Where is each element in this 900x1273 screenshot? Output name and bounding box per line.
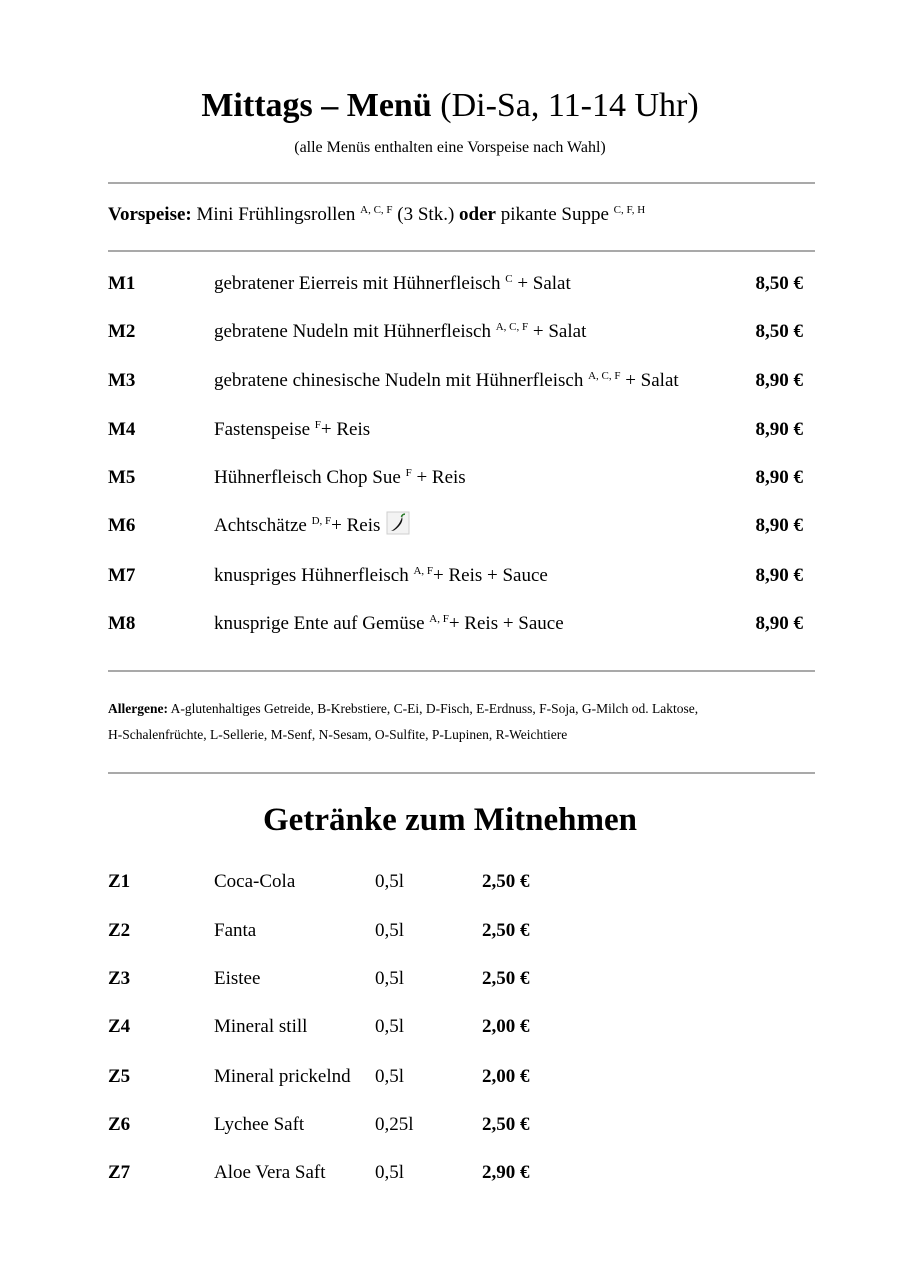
menu-extra: + Reis — [320, 419, 371, 440]
menu-allergens: A, F — [429, 613, 449, 625]
menu-code: M8 — [108, 613, 136, 634]
drink-name: Mineral still — [214, 1016, 308, 1037]
drink-item — [0, 867, 900, 897]
drink-price: 2,00 € — [482, 1016, 530, 1037]
drink-code: Z3 — [108, 968, 131, 989]
divider-after-starter — [108, 250, 815, 252]
menu-price: 8,90 € — [755, 515, 803, 536]
menu-dish: knuspriges Hühnerfleisch — [214, 565, 409, 586]
drink-code: Z1 — [108, 871, 131, 892]
drink-price: 2,50 € — [482, 968, 530, 989]
chili-icon — [386, 511, 410, 535]
menu-dish: gebratene chinesische Nudeln mit Hühnerfleisch — [214, 370, 584, 391]
menu-price: 8,90 € — [755, 419, 803, 440]
menu-code: M3 — [108, 370, 136, 391]
page-subtitle: (alle Menüs enthalten eine Vorspeise nach Wahl) — [294, 139, 606, 156]
menu-dish: Achtschätze — [214, 515, 307, 536]
drink-code: Z6 — [108, 1114, 131, 1135]
starter-label: Vorspeise: — [108, 204, 192, 225]
drink-item — [0, 1110, 900, 1140]
starter-option-1-allergens: A, C, F — [360, 204, 393, 216]
menu-title-block — [0, 84, 900, 128]
drink-name: Lychee Saft — [214, 1114, 305, 1135]
menu-price: 8,50 € — [755, 273, 803, 294]
menu-description — [214, 269, 571, 299]
menu-code: M1 — [108, 273, 136, 294]
menu-allergens: A, F — [413, 565, 434, 577]
divider-before-drinks — [108, 772, 815, 774]
drink-code: Z2 — [108, 920, 131, 941]
menu-item — [0, 415, 900, 445]
drink-volume: 0,5l — [375, 1016, 405, 1037]
menu-item — [0, 561, 900, 591]
drink-name: Coca-Cola — [214, 871, 296, 892]
drink-name: Eistee — [214, 968, 261, 989]
menu-code: M5 — [108, 467, 136, 488]
drink-volume: 0,5l — [375, 920, 405, 941]
menu-extra: + Reis — [416, 467, 466, 488]
menu-code: M6 — [108, 515, 136, 536]
menu-extra: + Salat — [517, 273, 571, 294]
menu-allergens: C — [505, 273, 513, 285]
divider-top — [108, 182, 815, 184]
drink-name: Aloe Vera Saft — [214, 1162, 326, 1183]
allergen-line-1 — [108, 696, 808, 722]
menu-dish: gebratene Nudeln mit Hühnerfleisch — [214, 321, 491, 342]
menu-extra: + Salat — [532, 321, 587, 342]
menu-price: 8,90 € — [755, 370, 803, 391]
drink-code: Z4 — [108, 1016, 131, 1037]
drink-volume: 0,5l — [375, 1162, 405, 1183]
menu-dish: Hühnerfleisch Chop Sue — [214, 467, 401, 488]
starter-option-1-qty: (3 Stk.) — [397, 204, 455, 225]
starter-option-2: pikante Suppe — [500, 204, 609, 225]
drink-item — [0, 916, 900, 946]
menu-price: 8,90 € — [755, 467, 803, 488]
drink-price: 2,50 € — [482, 1114, 530, 1135]
starter-line — [108, 202, 645, 228]
menu-item — [0, 366, 900, 396]
page-title-hours: (Di-Sa, 11-14 Uhr) — [440, 87, 699, 124]
menu-extra: + Reis — [331, 515, 381, 536]
drink-item — [0, 1158, 900, 1188]
drink-price: 2,50 € — [482, 920, 530, 941]
drink-price: 2,90 € — [482, 1162, 530, 1183]
menu-description — [214, 609, 564, 639]
drink-volume: 0,5l — [375, 871, 405, 892]
menu-allergens: D, F — [311, 515, 332, 527]
menu-extra: + Salat — [625, 370, 679, 391]
allergen-label: Allergene: — [108, 701, 168, 716]
menu-description — [214, 561, 548, 591]
menu-description — [214, 415, 370, 445]
starter-option-2-allergens: C, F, H — [613, 204, 646, 216]
drink-item — [0, 1012, 900, 1042]
drink-volume: 0,5l — [375, 968, 405, 989]
menu-dish: Fastenspeise — [214, 419, 311, 440]
starter-option-1: Mini Frühlingsrollen — [196, 204, 356, 225]
menu-code: M7 — [108, 565, 136, 586]
menu-item — [0, 511, 900, 541]
allergen-legend — [108, 696, 808, 748]
menu-price: 8,50 € — [755, 321, 803, 342]
drink-code: Z5 — [108, 1066, 131, 1087]
menu-price: 8,90 € — [755, 565, 803, 586]
divider-after-menu — [108, 670, 815, 672]
menu-description — [214, 366, 679, 396]
drinks-title: Getränke zum Mitnehmen — [263, 802, 637, 838]
drink-price: 2,50 € — [482, 871, 530, 892]
menu-price: 8,90 € — [755, 613, 803, 634]
menu-dish: knusprige Ente auf Gemüse — [214, 613, 425, 634]
menu-description — [214, 511, 410, 541]
menu-item — [0, 269, 900, 299]
menu-item — [0, 609, 900, 639]
menu-extra: + Reis + Sauce — [448, 613, 564, 634]
drink-name: Mineral prickelnd — [214, 1066, 351, 1087]
menu-description — [214, 317, 586, 347]
drink-volume: 0,5l — [375, 1066, 405, 1087]
menu-allergens: A, C, F — [588, 370, 621, 382]
allergen-text-1: A-glutenhaltiges Getreide, B-Krebstiere, C-Ei, D-Fisch, E-Erdnuss, F-Soja, G-Milch od. Laktose, — [170, 701, 699, 716]
page-title — [0, 84, 900, 128]
menu-extra: + Reis + Sauce — [433, 565, 548, 586]
menu-allergens: A, C, F — [495, 321, 529, 333]
menu-dish: gebratener Eierreis mit Hühnerfleisch — [214, 273, 501, 294]
drink-volume: 0,25l — [375, 1114, 414, 1135]
menu-code: M4 — [108, 419, 136, 440]
menu-description — [214, 463, 466, 493]
menu-item — [0, 463, 900, 493]
allergen-line-2: H-Schalenfrüchte, L-Sellerie, M-Senf, N-Sesam, O-Sulfite, P-Lupinen, R-Weichtiere — [108, 727, 568, 742]
menu-allergens: F — [314, 419, 321, 431]
drink-name: Fanta — [214, 920, 257, 941]
menu-code: M2 — [108, 321, 136, 342]
page-title-main: Mittags – Menü — [201, 87, 432, 124]
drink-item — [0, 964, 900, 994]
menu-allergens: F — [405, 467, 412, 479]
menu-item — [0, 317, 900, 347]
drink-price: 2,00 € — [482, 1066, 530, 1087]
drink-code: Z7 — [108, 1162, 131, 1183]
drink-item — [0, 1062, 900, 1092]
starter-or: oder — [459, 204, 496, 225]
